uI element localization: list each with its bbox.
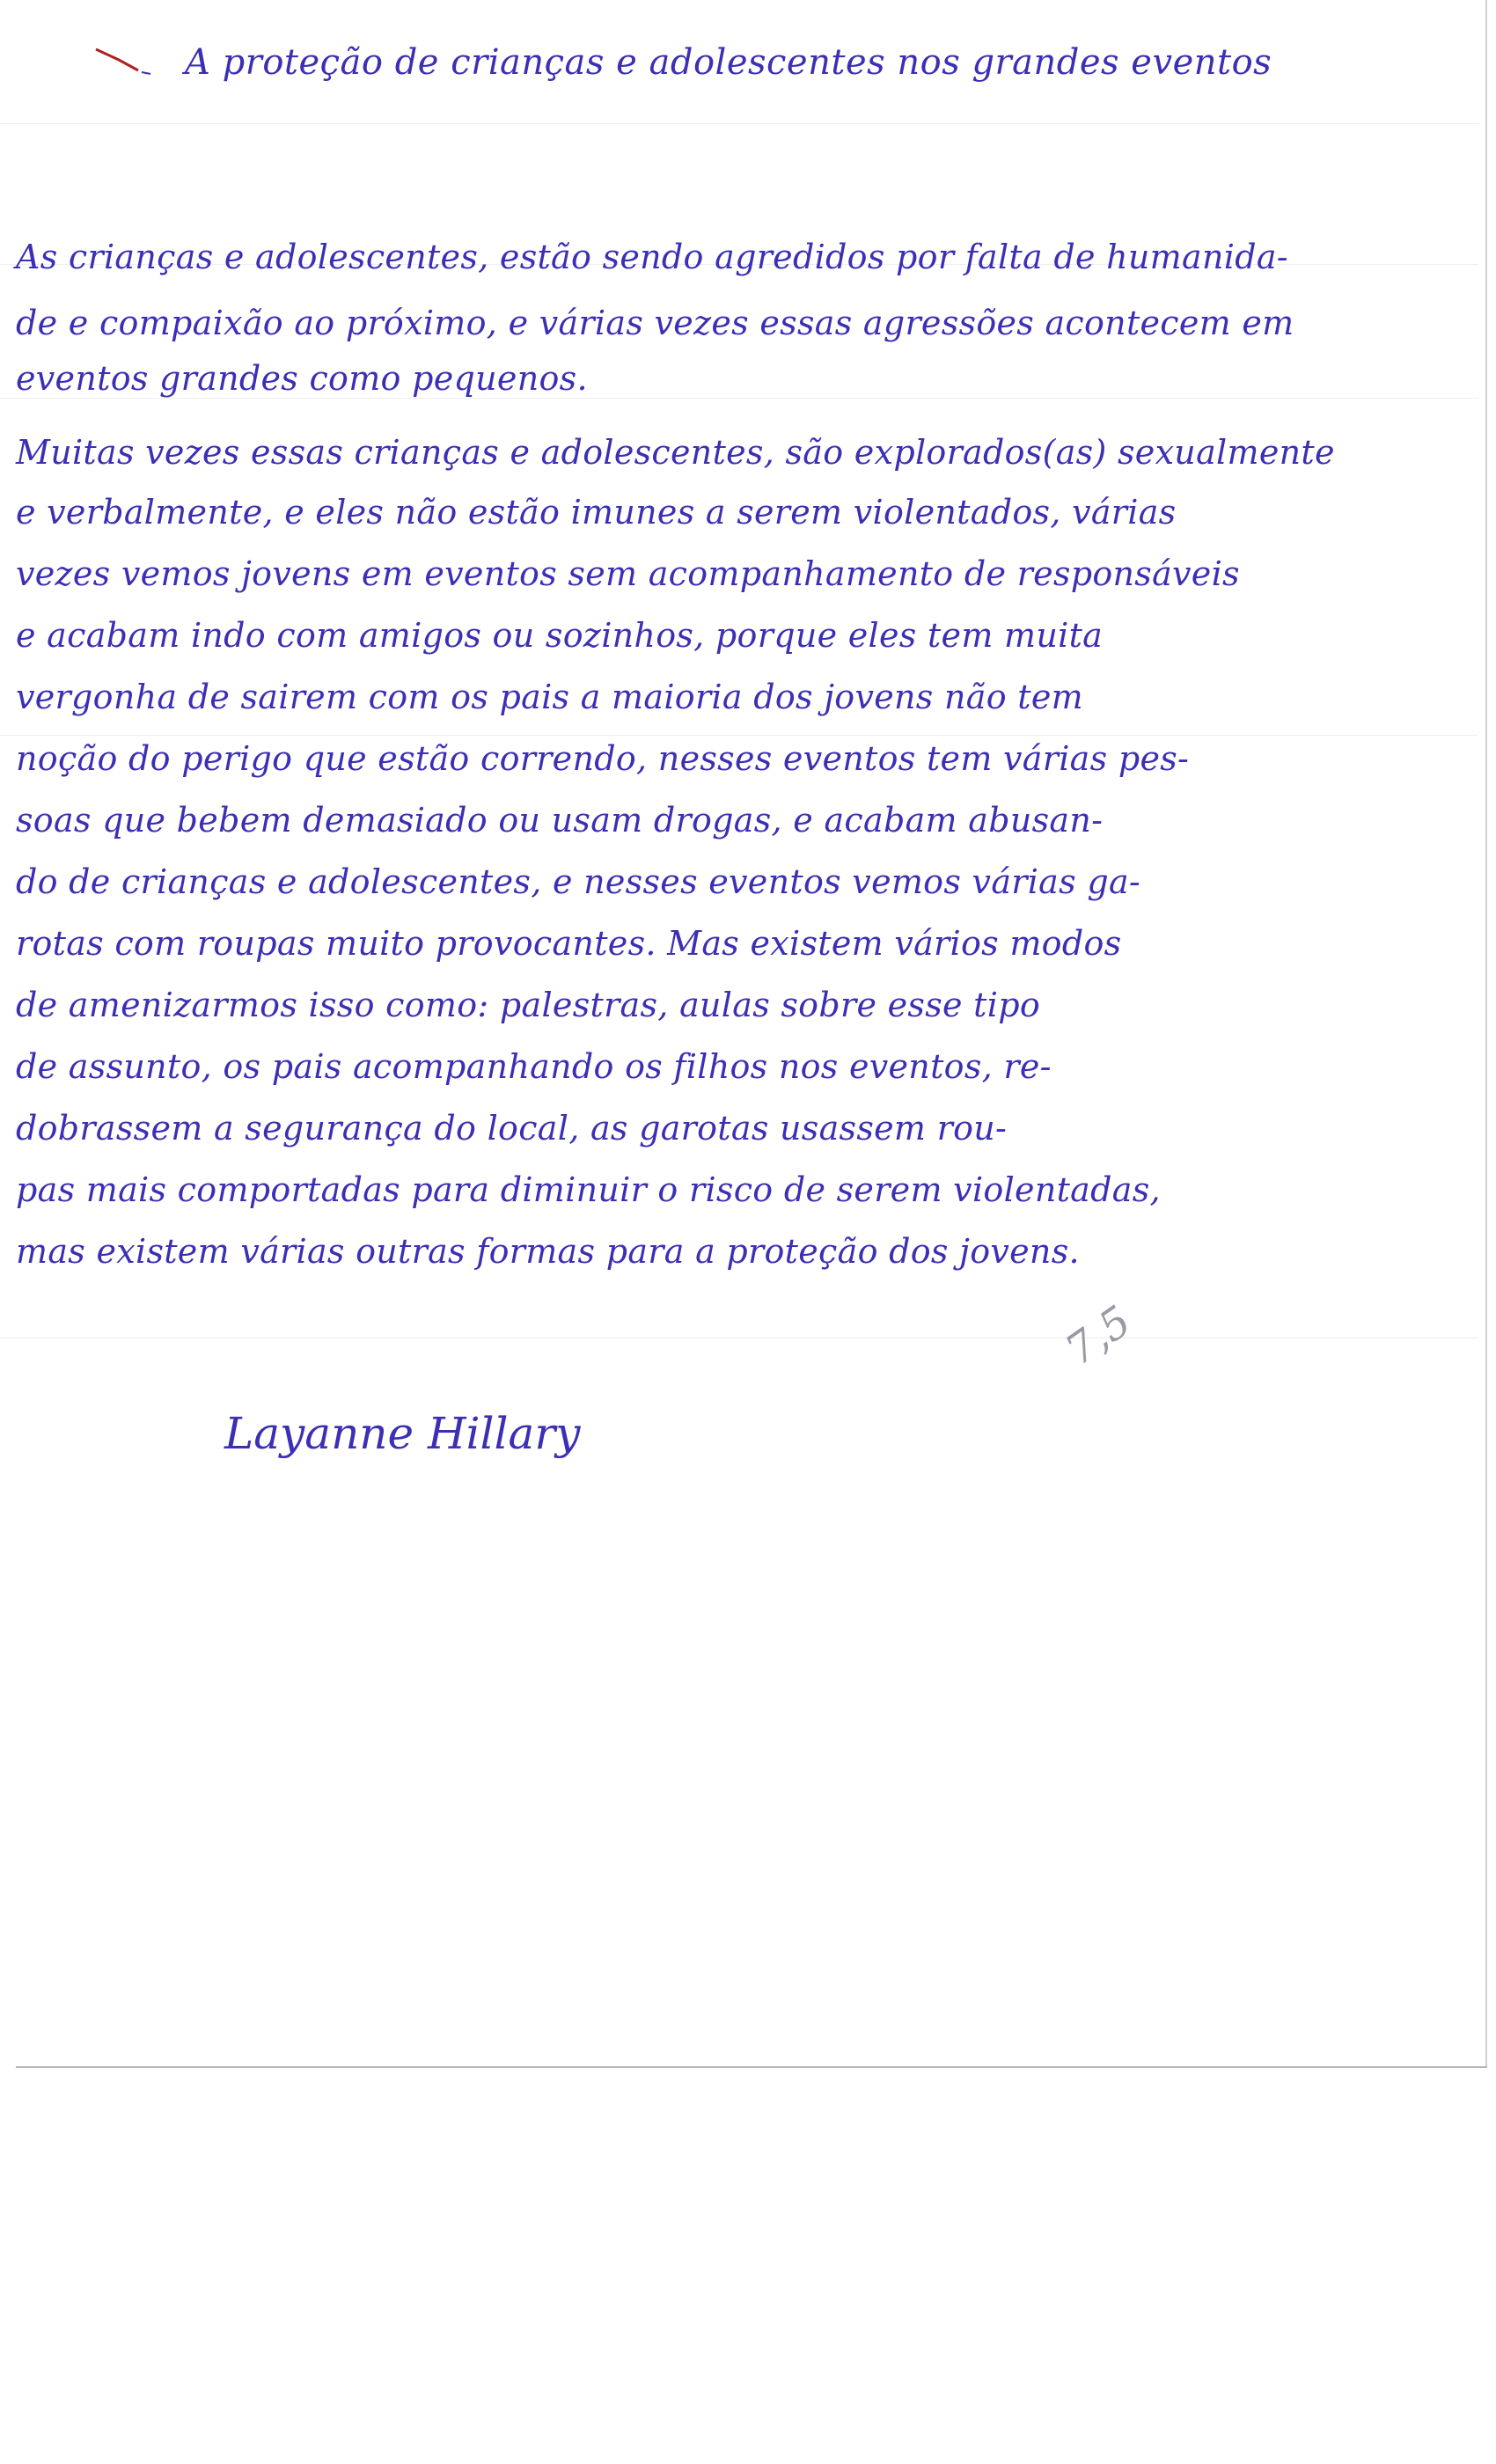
essay-line: mas existem várias outras formas para a proteção dos jovens. — [16, 1232, 1080, 1271]
ruled-line — [0, 735, 1478, 736]
essay-line: As crianças e adolescentes, estão sendo agredidos por falta de humanida- — [16, 238, 1288, 276]
essay-line: e verbalmente, e eles não estão imunes a serem violentados, várias — [16, 493, 1177, 532]
essay-line: Muitas vezes essas crianças e adolescentes, são explorados(as) sexualmente — [16, 433, 1335, 472]
essay-line: soas que bebem demasiado ou usam drogas, e acabam abusan- — [16, 801, 1104, 840]
essay-line: eventos grandes como pequenos. — [16, 359, 588, 398]
essay-line: e acabam indo com amigos ou sozinhos, porque eles tem muita — [16, 616, 1104, 655]
essay-line: vergonha de sairem com os pais a maioria dos jovens não tem — [16, 678, 1083, 716]
pen-scribble-mark — [92, 44, 154, 79]
ruled-line — [0, 123, 1478, 124]
ruled-line — [0, 398, 1478, 399]
essay-line: rotas com roupas muito provocantes. Mas existem vários modos — [16, 924, 1122, 963]
essay-title: A proteção de crianças e adolescentes nos grandes eventos — [185, 42, 1272, 83]
essay-line: de amenizarmos isso como: palestras, aulas sobre esse tipo — [16, 986, 1041, 1024]
author-signature: Layanne Hillary — [224, 1408, 581, 1459]
paper-right-edge — [1485, 0, 1487, 2068]
essay-line: dobrassem a segurança do local, as garotas usassem rou- — [16, 1109, 1008, 1148]
essay-line: de e compaixão ao próximo, e várias vezes essas agressões acontecem em — [16, 304, 1294, 342]
essay-line: do de crianças e adolescentes, e nesses eventos vemos várias ga- — [16, 862, 1141, 901]
grade-mark: 7,5 — [1056, 1296, 1140, 1375]
essay-line: noção do perigo que estão correndo, nesses eventos tem várias pes- — [16, 739, 1190, 778]
paper-bottom-edge — [16, 2066, 1487, 2068]
essay-line: de assunto, os pais acompanhando os filhos nos eventos, re- — [16, 1047, 1052, 1086]
essay-line: pas mais comportadas para diminuir o risco de serem violentadas, — [16, 1170, 1161, 1209]
essay-line: vezes vemos jovens em eventos sem acompanhamento de responsáveis — [16, 554, 1240, 593]
